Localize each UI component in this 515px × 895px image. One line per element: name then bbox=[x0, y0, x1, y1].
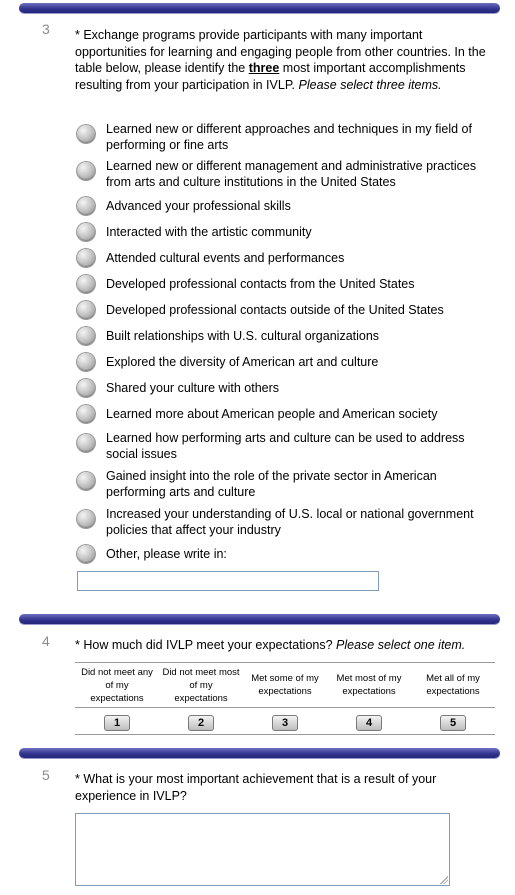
option-row[interactable] bbox=[77, 468, 497, 500]
radio-button[interactable] bbox=[77, 223, 95, 241]
option-row[interactable] bbox=[77, 224, 497, 241]
option-row[interactable] bbox=[77, 354, 497, 371]
option-label: Built relationships with U.S. cultural organizations bbox=[106, 329, 380, 343]
option-label: Learned more about American people and American society bbox=[106, 407, 438, 421]
rating-scale bbox=[75, 662, 495, 735]
question-emphasis: three bbox=[248, 61, 280, 75]
section-divider-bar bbox=[19, 748, 500, 758]
radio-button[interactable] bbox=[77, 510, 95, 528]
question-number: 4 bbox=[42, 633, 50, 649]
option-label: Increased your understanding of U.S. local or national government policies that affect your industry bbox=[106, 507, 474, 537]
radio-button[interactable] bbox=[77, 434, 95, 452]
radio-button[interactable] bbox=[77, 379, 95, 397]
other-write-in-input[interactable] bbox=[77, 571, 379, 591]
radio-button[interactable] bbox=[77, 545, 95, 563]
question-number: 3 bbox=[42, 21, 50, 37]
radio-button[interactable] bbox=[77, 327, 95, 345]
radio-button[interactable] bbox=[77, 405, 95, 423]
option-row[interactable] bbox=[77, 276, 497, 293]
section-divider-bar bbox=[19, 614, 500, 624]
achievement-textarea[interactable] bbox=[75, 813, 450, 886]
radio-button[interactable] bbox=[77, 249, 95, 267]
radio-button[interactable] bbox=[77, 301, 95, 319]
rating-button-5[interactable]: 5 bbox=[440, 715, 466, 731]
question-text-part: * Exchange programs provide participants with many important opportunities for learning and engaging people from other countries. In the table below, please identify the bbox=[75, 28, 486, 75]
rating-button-1[interactable]: 1 bbox=[104, 715, 130, 731]
question-number: 5 bbox=[42, 767, 50, 783]
rating-button-4[interactable]: 4 bbox=[356, 715, 382, 731]
option-label: Gained insight into the role of the private sector in American performing arts and culture bbox=[106, 469, 437, 499]
scale-label: Did not meet any of my expectations bbox=[81, 666, 153, 704]
radio-button[interactable] bbox=[77, 125, 95, 143]
option-label: Interacted with the artistic community bbox=[106, 225, 312, 239]
question-instruction: Please select three items. bbox=[298, 77, 442, 92]
option-label: Developed professional contacts outside of the United States bbox=[106, 303, 444, 317]
section-divider-bar bbox=[19, 3, 500, 13]
option-label: Advanced your professional skills bbox=[106, 199, 291, 213]
option-row[interactable] bbox=[77, 302, 497, 319]
question-instruction: Please select one item. bbox=[336, 638, 466, 652]
radio-button[interactable] bbox=[77, 162, 95, 180]
option-label: Learned new or different management and administrative practices from arts and culture institutions in the United States bbox=[106, 159, 477, 189]
scale-label: Met some of my expectations bbox=[251, 673, 319, 697]
question-text bbox=[75, 637, 490, 654]
radio-button[interactable] bbox=[77, 472, 95, 490]
question-text-part: * How much did IVLP meet your expectations? bbox=[75, 638, 337, 652]
question-text-part: most important accomplishments resulting from your participation in IVLP. bbox=[75, 61, 466, 92]
option-row[interactable] bbox=[77, 506, 497, 538]
radio-button[interactable] bbox=[77, 353, 95, 371]
option-row[interactable] bbox=[77, 328, 497, 345]
option-row[interactable] bbox=[77, 406, 497, 423]
option-row[interactable] bbox=[77, 546, 497, 563]
scale-label: Did not meet most of my expectations bbox=[162, 666, 240, 704]
resize-grip-icon[interactable] bbox=[440, 876, 448, 884]
rating-button-3[interactable]: 3 bbox=[272, 715, 298, 731]
option-label: Learned new or different approaches and techniques in my field of performing or fine arts bbox=[106, 122, 472, 152]
scale-label: Met all of my expectations bbox=[426, 673, 480, 697]
option-label: Developed professional contacts from the United States bbox=[106, 277, 415, 291]
option-label: Learned how performing arts and culture can be used to address social issues bbox=[106, 431, 465, 461]
option-row[interactable] bbox=[77, 250, 497, 267]
option-row[interactable] bbox=[77, 430, 497, 462]
option-label: Other, please write in: bbox=[106, 547, 227, 561]
option-row[interactable] bbox=[77, 198, 497, 215]
scale-label: Met most of my expectations bbox=[336, 673, 402, 697]
radio-button[interactable] bbox=[77, 197, 95, 215]
radio-button[interactable] bbox=[77, 275, 95, 293]
option-row[interactable] bbox=[77, 158, 497, 190]
question-text: * What is your most important achievement that is a result of your experience in IVLP? bbox=[75, 772, 437, 803]
option-label: Attended cultural events and performances bbox=[106, 251, 345, 265]
option-label: Explored the diversity of American art and culture bbox=[106, 355, 379, 369]
option-label: Shared your culture with others bbox=[106, 381, 280, 395]
scale-divider bbox=[75, 707, 495, 708]
question-text bbox=[75, 27, 490, 93]
option-row[interactable] bbox=[77, 121, 497, 153]
option-row[interactable] bbox=[77, 380, 497, 397]
rating-button-2[interactable]: 2 bbox=[188, 715, 214, 731]
